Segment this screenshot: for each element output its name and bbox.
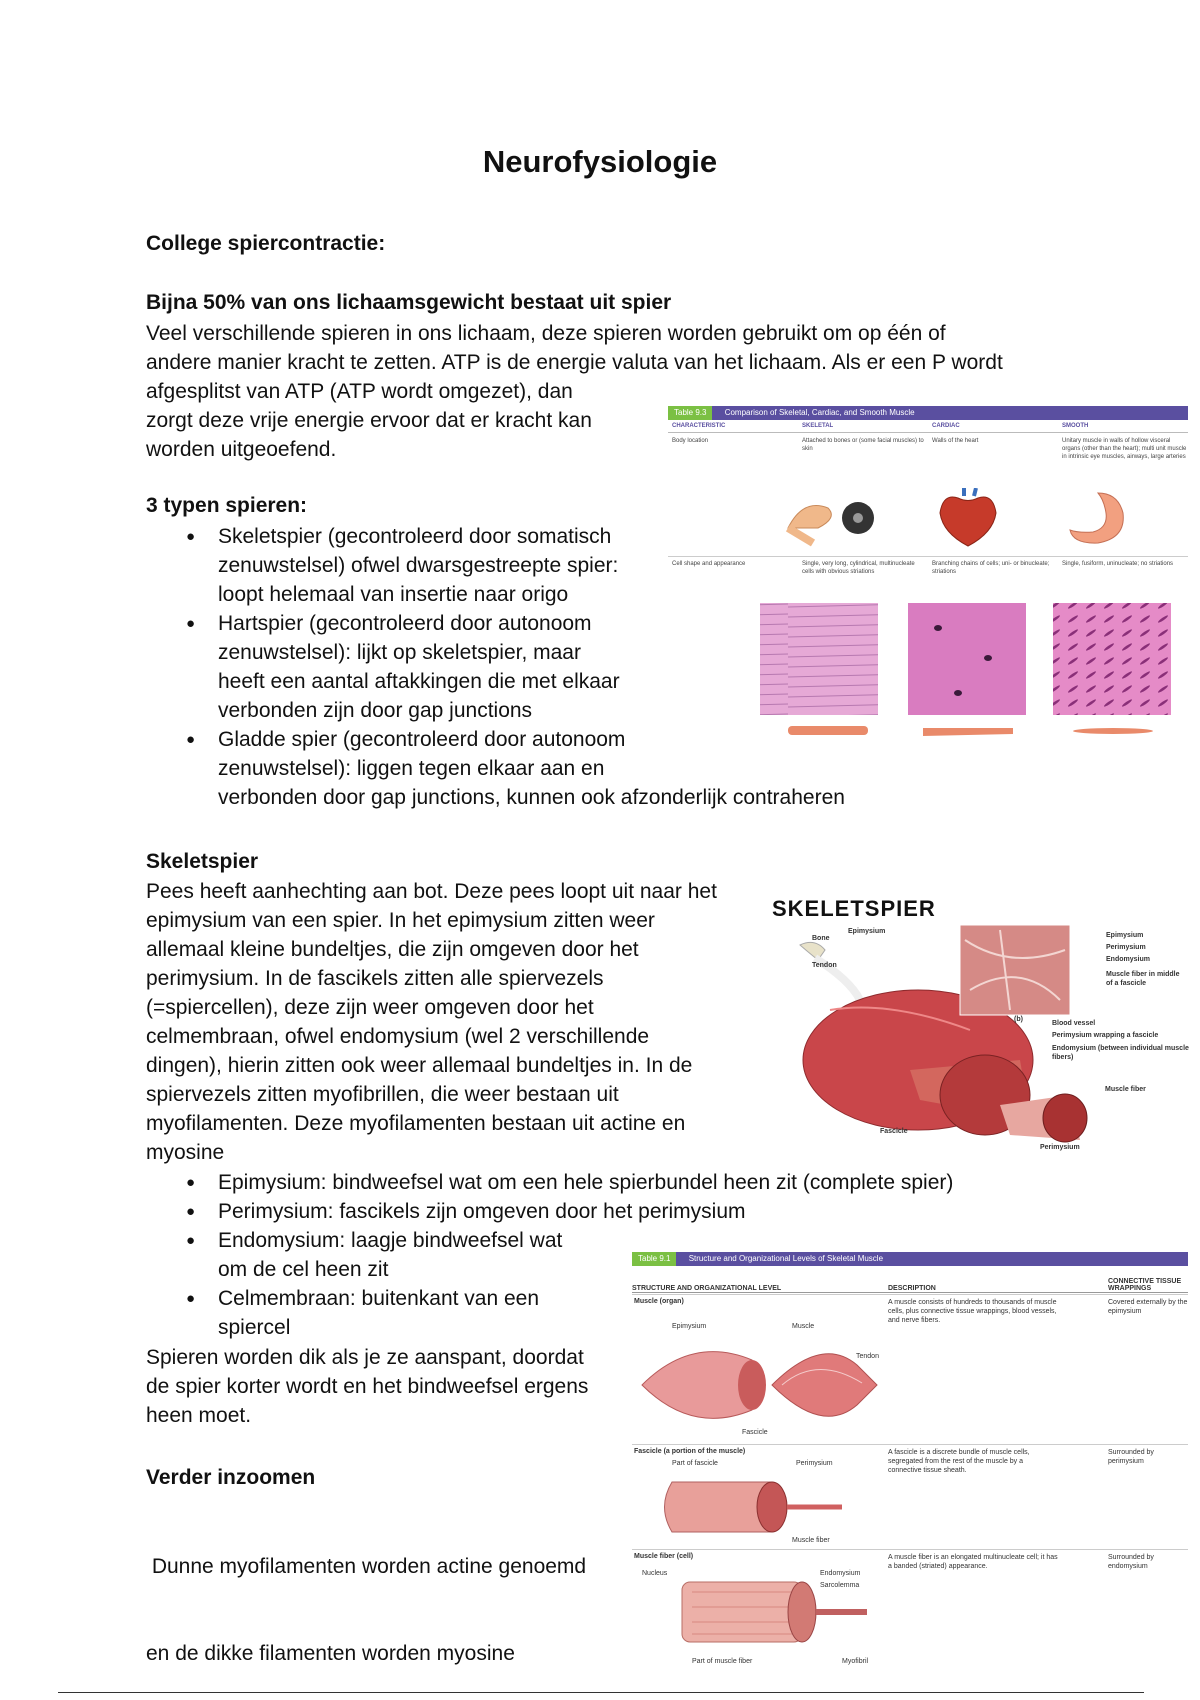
row-description: A muscle consists of hundreds to thousands of muscle cells, plus connective tissue wrappings, blood vessels, and nerve fibers.: [888, 1299, 1057, 1324]
table-cell: Walls of the heart: [932, 438, 979, 444]
column-header: SMOOTH: [1062, 423, 1089, 429]
text-line: ● Gladde spier (gecontroleerd door autonoom: [218, 728, 626, 751]
row-description: A muscle fiber is an elongated multinucleate cell; it has a banded (striated) appearance.: [888, 1554, 1058, 1570]
paragraph-skeletspier: [146, 877, 766, 1167]
table-cell: Body location: [672, 438, 709, 444]
label-panel-b: (b): [1014, 1016, 1023, 1023]
label-endomysium-between: Endomysium (between individual muscle fibers): [1052, 1045, 1189, 1061]
label-endomysium: Endomysium: [820, 1570, 861, 1577]
paragraph-aanspannen: [146, 1343, 626, 1430]
table-cell: Unitary muscle in walls of hollow visceral organs (other than the heart); multi unit muscle in intrinsic eye muscles, airways, large arteries: [1062, 438, 1187, 460]
label-perimysium: Perimysium: [1040, 1144, 1080, 1151]
row-wrapping: Covered externally by the epimysium: [1108, 1299, 1188, 1315]
label-muscle-fiber-middle: Muscle fiber in middle of a fascicle: [1106, 971, 1180, 987]
text-line: verbonden zijn door gap junctions: [218, 699, 533, 722]
text-line: heeft een aantal aftakkingen die met elkaar: [218, 670, 620, 693]
table-cell: Attached to bones or (some facial muscles) to skin: [802, 438, 924, 452]
text-line: heen moet.: [146, 1404, 252, 1427]
text-line: Veel verschillende spieren in ons lichaam, deze spieren worden gebruikt om op één of: [146, 322, 946, 345]
column-header: STRUCTURE AND ORGANIZATIONAL LEVEL: [632, 1285, 782, 1292]
table-title: Structure and Organizational Levels of Skeletal Muscle: [688, 1254, 884, 1263]
row-description: A fascicle is a discrete bundle of muscle cells, segregated from the rest of the muscle by a connective tissue sheath.: [888, 1449, 1030, 1474]
table-row: [668, 556, 1188, 600]
heading-college: College spiercontractie:: [146, 232, 386, 255]
label-part-of-muscle-fiber: Part of muscle fiber: [692, 1658, 753, 1665]
muscle-comparison-figure: [668, 406, 1188, 746]
table-tag: Table 9.3: [668, 406, 712, 420]
paragraph-inzoomen: [146, 1494, 626, 1697]
label-epimysium: Epimysium: [672, 1323, 707, 1330]
text-line: om de cel heen zit: [218, 1258, 389, 1281]
label-tendon: Tendon: [812, 962, 837, 969]
label-muscle: Muscle: [792, 1323, 815, 1330]
label-epimysium: Epimysium: [1106, 932, 1144, 939]
skeletal-tissue: [760, 603, 878, 715]
text-line: myosine: [146, 1141, 225, 1164]
row-wrapping: Surrounded by perimysium: [1108, 1449, 1154, 1465]
heading-50-percent: Bijna 50% van ons lichaamsgewicht bestaat uit spier: [146, 291, 672, 314]
text-line: celmembraan, ofwel endomysium (wel 2 verschillende: [146, 1025, 650, 1048]
table-cell: Single, very long, cylindrical, multinucleate cells with obvious striations: [802, 561, 915, 575]
table-row: [668, 433, 1188, 485]
text-line: ● Celmembraan: buitenkant van een: [218, 1287, 540, 1310]
table-header: [668, 420, 1188, 433]
column-header: CONNECTIVE TISSUE WRAPPINGS: [1108, 1278, 1182, 1292]
text-line: en de dikke filamenten worden myosine: [146, 1642, 515, 1665]
heart-icon: [940, 488, 996, 546]
table-header: [632, 1266, 1188, 1293]
table-title: Comparison of Skeletal, Cardiac, and Smooth Muscle: [724, 408, 915, 417]
label-bone: Bone: [812, 935, 830, 942]
structure-levels-figure: [632, 1252, 1188, 1672]
text-line: loopt helemaal van insertie naar origo: [218, 583, 569, 606]
column-header: CARDIAC: [932, 423, 960, 429]
text-line: ● Perimysium: fascikels zijn omgeven door het perimysium: [218, 1200, 746, 1223]
label-perimysium-wrapping: Perimysium wrapping a fascicle: [1052, 1032, 1159, 1039]
list-item: [146, 1197, 1046, 1226]
text-line: spiervezels zitten myofibrillen, die weer bestaan uit: [146, 1083, 619, 1106]
text-line: ● Endomysium: laagje bindweefsel wat: [218, 1229, 563, 1252]
muscle-organ-illustration: [632, 1325, 882, 1440]
figure-title-bar: [668, 406, 1188, 420]
text-line: worden uitgeoefend.: [146, 438, 337, 461]
table-tag: Table 9.1: [632, 1252, 676, 1266]
heading-types: 3 typen spieren:: [146, 494, 308, 517]
label-tendon: Tendon: [856, 1353, 879, 1360]
text-line: zenuwstelsel): lijkt op skeletspier, maar: [218, 641, 581, 664]
column-header: CHARACTERISTIC: [672, 423, 726, 429]
table-row: [632, 1549, 1188, 1672]
text-line: ● Hartspier (gecontroleerd door autonoom: [218, 612, 592, 635]
heading-verder-inzoomen: Verder inzoomen: [146, 1466, 316, 1489]
column-header: DESCRIPTION: [888, 1285, 936, 1292]
inset-micrograph: [960, 925, 1070, 1015]
text-line: zenuwstelsel): liggen tegen elkaar aan en: [218, 757, 605, 780]
table-row: [632, 1294, 1188, 1445]
text-line: de spier korter wordt en het bindweefsel ergens: [146, 1375, 589, 1398]
label-part-of-fascicle: Part of fascicle: [672, 1460, 718, 1467]
text-line: Dunne myofilamenten worden actine genoemd: [146, 1555, 587, 1578]
column-header: SKELETAL: [802, 423, 834, 429]
text-line: Pees heeft aanhechting aan bot. Deze pees loopt uit naar het: [146, 880, 717, 903]
text-line: dingen), hierin zitten ook weer allemaal bundeltjes in. In de: [146, 1054, 693, 1077]
smooth-tissue: [1053, 603, 1171, 715]
row-name: Muscle (organ): [634, 1298, 684, 1305]
arm-icon: [788, 502, 874, 543]
skeletspier-diagram: [770, 890, 1190, 1160]
text-line: spiercel: [218, 1316, 291, 1339]
text-line: verbonden door gap junctions, kunnen ook afzonderlijk contraheren: [218, 786, 845, 809]
label-fascicle: Fascicle: [880, 1128, 908, 1135]
label-perimysium: Perimysium: [1106, 944, 1146, 951]
label-endomysium: Endomysium: [1106, 956, 1150, 963]
table-cell: Single, fusiform, uninucleate; no striations: [1062, 561, 1174, 567]
table-cell: Branching chains of cells; uni- or binucleate; striations: [932, 561, 1050, 575]
heading-skeletspier: Skeletspier: [146, 850, 259, 873]
label-blood-vessel: Blood vessel: [1052, 1020, 1096, 1027]
text-line: ● Epimysium: bindweefsel wat om een hele spierbundel heen zit (complete spier): [218, 1171, 954, 1194]
stomach-icon: [1070, 493, 1123, 543]
text-line: afgesplitst van ATP (ATP wordt omgezet), dan: [146, 380, 573, 403]
table-row: [632, 1444, 1188, 1550]
label-epimysium: Epimysium: [848, 928, 886, 935]
text-line: andere manier kracht te zetten. ATP is de energie valuta van het lichaam. Als er een P wordt: [146, 351, 1003, 374]
skeletspier-figure: [770, 890, 1190, 1160]
text-line: perimysium. In de fascikels zitten alle spiervezels: [146, 967, 604, 990]
row-name: Fascicle (a portion of the muscle): [634, 1448, 746, 1455]
text-line: Spieren worden dik als je ze aanspant, doordat: [146, 1346, 584, 1369]
label-fascicle: Fascicle: [742, 1429, 768, 1436]
figure-title-bar: [632, 1252, 1188, 1266]
text-line: zorgt deze vrije energie ervoor dat er kracht kan: [146, 409, 592, 432]
label-sarcolemma: Sarcolemma: [820, 1582, 860, 1589]
label-myofibril: Myofibril: [842, 1658, 869, 1665]
text-line: ● Skeletspier (gecontroleerd door somatisch: [218, 525, 612, 548]
text-line: allemaal kleine bundeltjes, die zijn omgeven door het: [146, 938, 639, 961]
muscle-location-illustrations: [668, 488, 1188, 550]
fascicle-illustration: [652, 1467, 852, 1542]
table-cell: Cell shape and appearance: [672, 561, 746, 567]
row-name: Muscle fiber (cell): [634, 1553, 694, 1560]
label-muscle-fiber: Muscle fiber: [792, 1537, 830, 1544]
text-line: epimysium van een spier. In het epimysium zitten weer: [146, 909, 655, 932]
figure-title: SKELETSPIER: [772, 896, 936, 921]
row-wrapping: Surrounded by endomysium: [1108, 1554, 1154, 1570]
page-title: Neurofysiologie: [482, 144, 718, 179]
label-muscle-fiber: Muscle fiber: [1105, 1086, 1146, 1093]
footer-divider: [58, 1692, 1144, 1693]
cardiac-tissue: [908, 603, 1026, 715]
list-item: [146, 1168, 1046, 1197]
text-line: zenuwstelsel) ofwel dwarsgestreepte spier:: [218, 554, 619, 577]
label-nucleus: Nucleus: [642, 1570, 668, 1577]
label-perimysium: Perimysium: [796, 1460, 833, 1467]
histology-illustrations: [668, 598, 1188, 746]
text-line: (=spiercellen), deze zijn weer omgeven door het: [146, 996, 594, 1019]
text-line: myofilamenten. Deze myofilamenten bestaan uit actine en: [146, 1112, 686, 1135]
